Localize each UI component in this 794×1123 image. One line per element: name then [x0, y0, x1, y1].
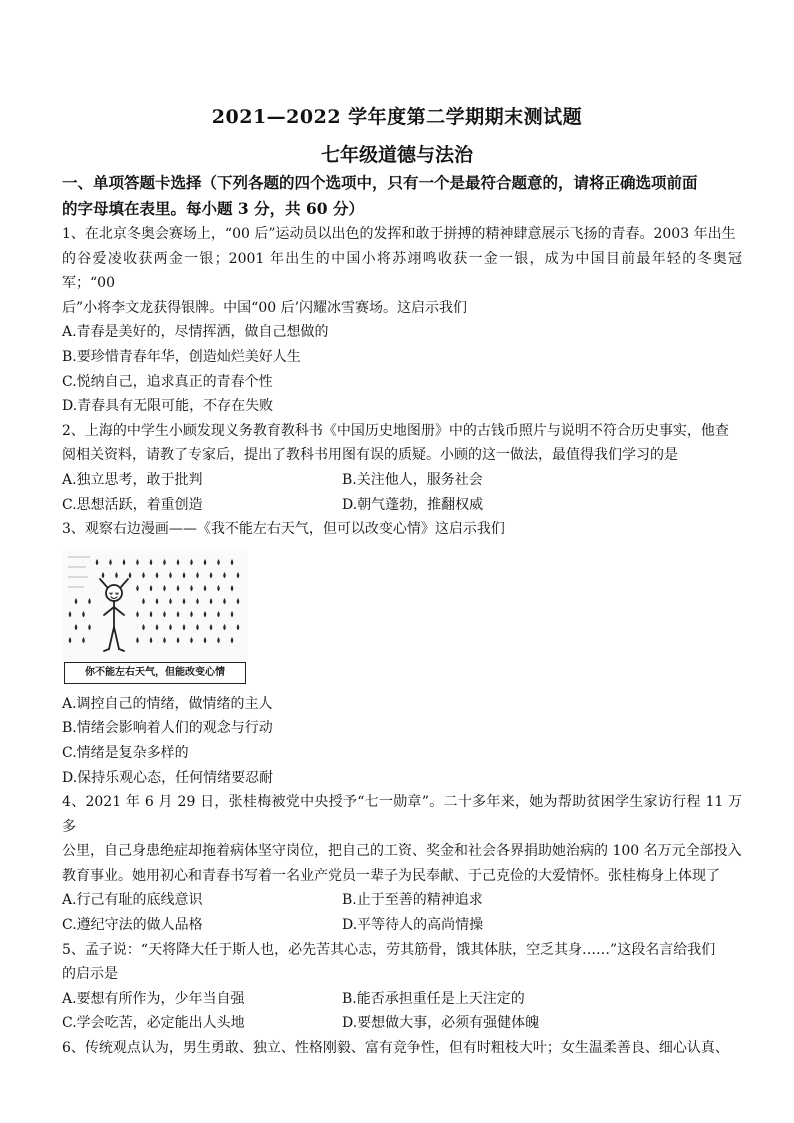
section-heading: 一、单项答题卡选择（下列各题的四个选项中，只有一个是最符合题意的，请将正确选项前面: [62, 173, 698, 192]
exam-content: [62, 170, 742, 1061]
option-a: A.调控自己的情绪，做情绪的主人: [62, 695, 273, 712]
question-stem-line: 4、2021 年 6 月 29 日，张桂梅被党中央授予“七一勋章”。二十多年来，她为帮助贫困学生家访行程 11 万多: [62, 794, 742, 835]
weather-cartoon: [62, 549, 248, 684]
option-b: B.能否承担重任是上天注定的: [342, 990, 525, 1007]
question-stem-line: 6、传统观点认为，男生勇敢、独立、性格刚毅、富有竞争性，但有时粗枝大叶；女生温柔善良、细心认真、: [62, 1040, 729, 1057]
option-b: B.要珍惜青春年华，创造灿烂美好人生: [62, 348, 301, 365]
option-row: [62, 913, 742, 938]
question-stem-line: 的谷爱凌收获两金一银；2001 年出生的中国小将苏翊鸣收获一金一银，成为中国目前最年轻的冬奥冠军；“00: [62, 250, 742, 292]
question-3: [62, 517, 742, 790]
option-d: D.青春具有无限可能，不存在失败: [62, 398, 274, 415]
option-row: [62, 493, 742, 518]
question-stem-line: 后”小将李文龙获得银牌。中国“00 后’闪耀冰雪赛场。这启示我们: [62, 299, 468, 316]
question-stem-line: 1、在北京冬奥会赛场上，“00 后”运动员以出色的发挥和敢于拼搏的精神肆意展示飞扬的青春。2003 年出生: [62, 226, 736, 242]
question-stem-line: 3、观察右边漫画——《我不能左右天气，但可以改变心情》这启示我们: [62, 521, 505, 538]
option-row: [62, 888, 742, 913]
option-d: D.要想做大事，必须有强健体魄: [342, 1015, 540, 1032]
question-2: [62, 419, 742, 517]
option-c: C.学会吃苦，必定能出人头地: [62, 1015, 245, 1032]
option-d: D.保持乐观心态，任何情绪要忍耐: [62, 769, 274, 786]
question-1: [62, 222, 742, 419]
question-stem-line: 的启示是: [62, 966, 118, 983]
exam-title: 2021—2022 学年度第二学期期末测试题: [211, 106, 583, 128]
option-a: A.独立思考，敢于批判: [62, 471, 203, 488]
option-b: B.止于至善的精神追求: [342, 892, 483, 909]
question-4: [62, 790, 742, 938]
question-5: [62, 938, 742, 1036]
section-heading-cont: 的字母填在表里。每小题 3 分，共 60 分）: [62, 199, 364, 218]
option-b: B.关注他人，服务社会: [342, 471, 483, 488]
question-stem-line: 2、上海的中学生小顾发现义务教育教科书《中国历史地图册》中的古钱币照片与说明不符合历史事实，他查: [62, 422, 729, 439]
option-c: C.悦纳自己，追求真正的青春个性: [62, 373, 273, 390]
option-c: C.思想活跃，着重创造: [62, 496, 203, 513]
question-stem-line: 阅相关资料，请教了专家后，提出了教科书用图有误的质疑。小顾的这一做法，最值得我们学习的是: [62, 447, 678, 464]
option-row: [62, 1011, 742, 1036]
option-a: A.行己有耻的底线意识: [62, 892, 203, 909]
cartoon-drawing: [62, 549, 248, 661]
option-c: C.遵纪守法的做人品格: [62, 917, 203, 934]
cartoon-caption: 你不能左右天气，但能改变心情: [64, 662, 246, 684]
question-stem-line: 5、孟子说：“天将降大任于斯人也，必先苦其心志，劳其筋骨，饿其体肤，空乏其身……”这段名言给我们: [62, 941, 716, 958]
option-c: C.情绪是复杂多样的: [62, 744, 189, 761]
question-6: [62, 1036, 742, 1061]
question-stem-line: 教育事业。她用初心和青春书写着一名业产党员一辈子为民奉献、于己克俭的大爱情怀。张桂梅身上体现了: [62, 867, 720, 884]
option-b: B.情绪会影响着人们的观念与行动: [62, 720, 273, 737]
option-d: D.平等待人的高尚情操: [342, 917, 484, 934]
question-stem-line: 公里，自己身患绝症却拖着病体坚守岗位，把自己的工资、奖金和社会各界捐助她治病的 100 名万元全部投入: [62, 843, 742, 860]
option-row: [62, 987, 742, 1012]
option-a: A.青春是美好的，尽情挥洒，做自己想做的: [62, 324, 329, 341]
exam-subtitle: 七年级道德与法治: [320, 144, 473, 166]
option-d: D.朝气蓬勃，推翻权威: [342, 496, 484, 513]
option-a: A.要想有所作为，少年当自强: [62, 990, 245, 1007]
option-row: [62, 468, 742, 493]
